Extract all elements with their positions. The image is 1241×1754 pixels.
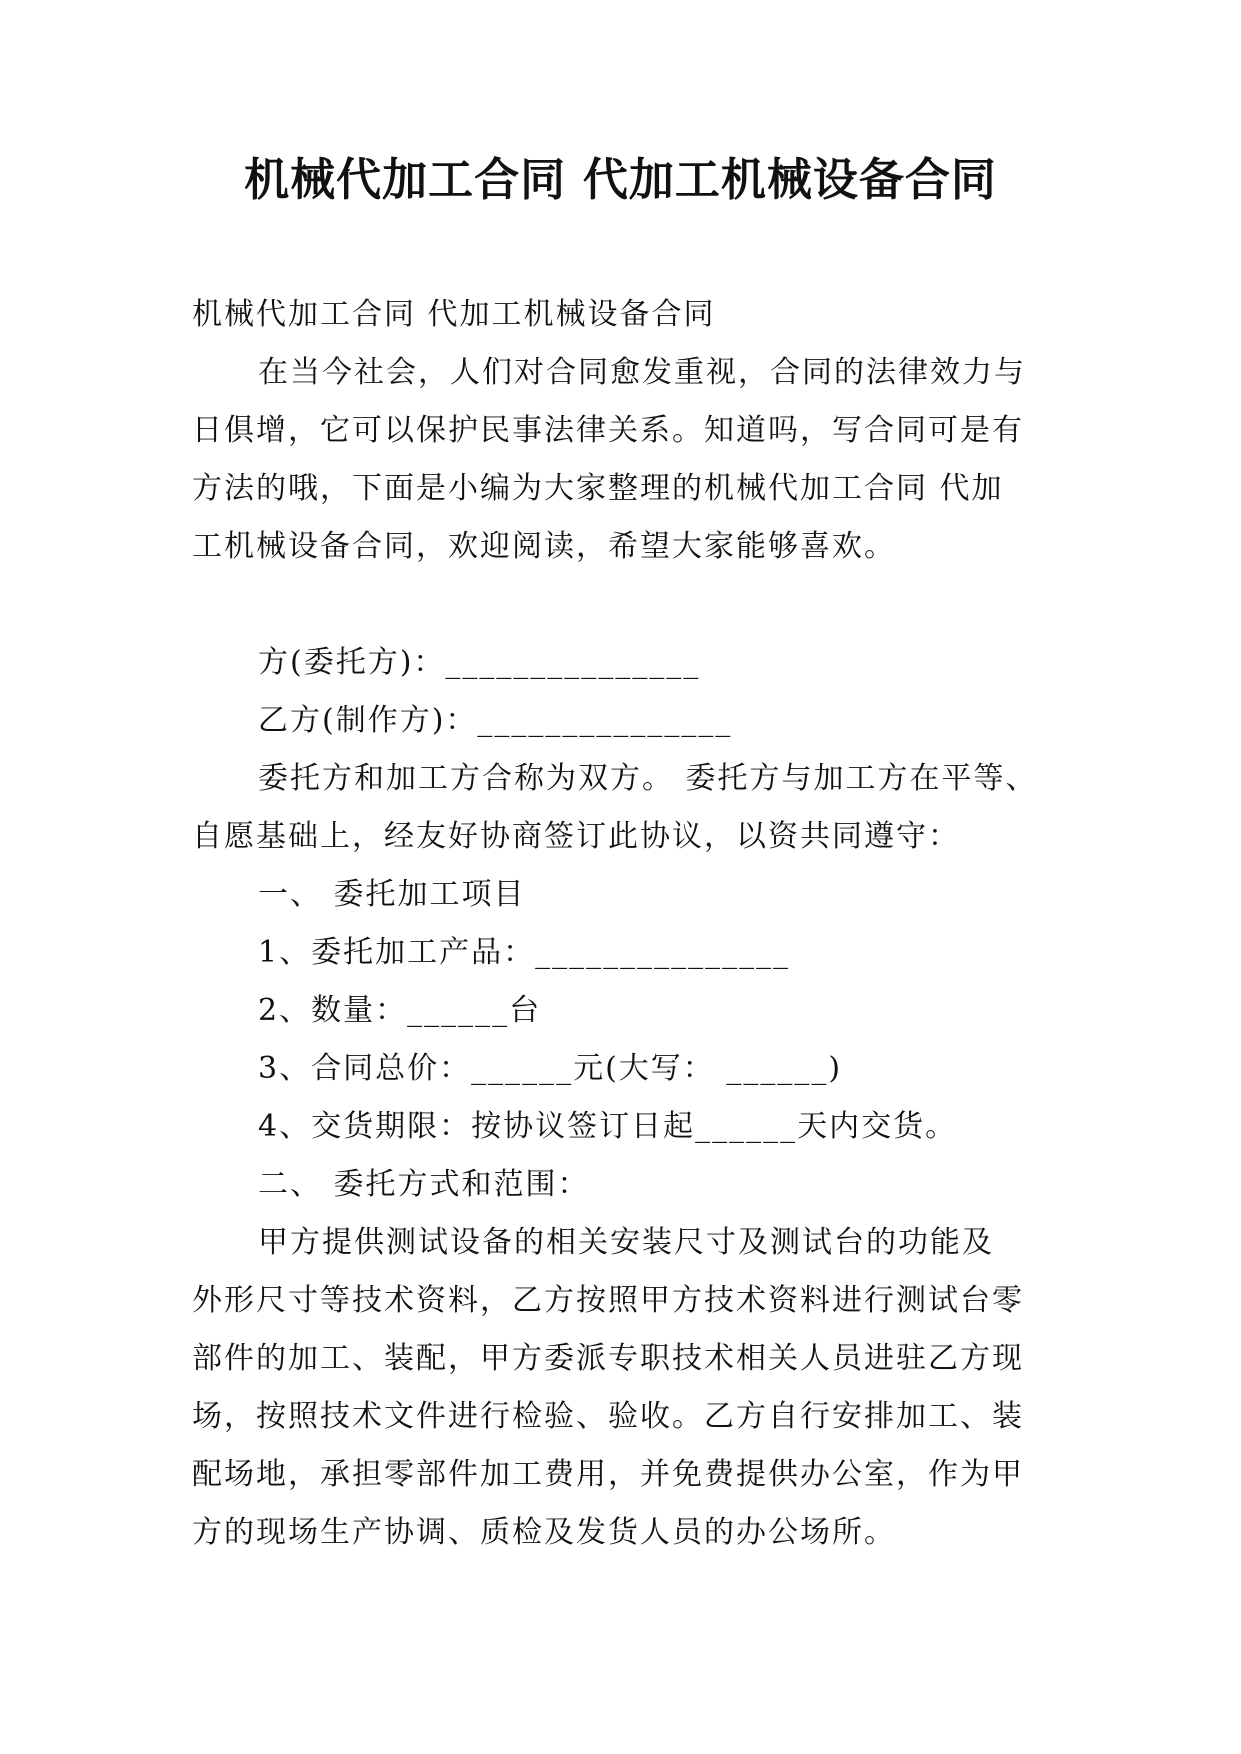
section-2-line: 外形尺寸等技术资料，乙方按照甲方技术资料进行测试台零 xyxy=(192,1283,1024,1318)
party-b-line: 乙方(制作方)：_______________ xyxy=(258,703,733,738)
section-2-heading: 二、 委托方式和范围： xyxy=(258,1167,590,1202)
item-product: 1、委托加工产品：_______________ xyxy=(258,935,791,970)
intro-line: 在当今社会，人们对合同愈发重视，合同的法律效力与 xyxy=(258,355,1026,390)
agreement-line: 委托方和加工方合称为双方。 委托方与加工方在平等、 xyxy=(258,761,1038,796)
intro-line: 日俱增，它可以保护民事法律关系。知道吗，写合同可是有 xyxy=(192,413,1024,448)
item-delivery-deadline: 4、交货期限：按协议签订日起______天内交货。 xyxy=(258,1109,958,1144)
document-body xyxy=(192,286,1062,1562)
intro-line: 工机械设备合同，欢迎阅读，希望大家能够喜欢。 xyxy=(192,529,896,564)
document-subtitle: 机械代加工合同 代加工机械设备合同 xyxy=(192,297,716,332)
blank-spacer xyxy=(192,576,1062,634)
section-2-line: 部件的加工、装配，甲方委派专职技术相关人员进驻乙方现 xyxy=(192,1341,1024,1376)
section-2-line: 配场地，承担零部件加工费用，并免费提供办公室，作为甲 xyxy=(192,1457,1024,1492)
section-1-heading: 一、 委托加工项目 xyxy=(258,877,526,912)
section-2-line: 甲方提供测试设备的相关安装尺寸及测试台的功能及 xyxy=(258,1225,994,1260)
document-title: 机械代加工合同 代加工机械设备合同 xyxy=(244,153,997,206)
intro-line: 方法的哦，下面是小编为大家整理的机械代加工合同 代加 xyxy=(192,471,1004,506)
intro-paragraph xyxy=(192,344,1062,576)
agreement-line: 自愿基础上，经友好协商签订此协议，以资共同遵守： xyxy=(192,819,960,854)
party-a-line: 方(委托方)：_______________ xyxy=(258,645,701,680)
item-quantity: 2、数量：______台 xyxy=(258,993,542,1028)
item-total-price: 3、合同总价：______元(大写： ______) xyxy=(258,1051,843,1086)
agreement-paragraph xyxy=(192,750,1062,866)
section-2-line: 方的现场生产协调、质检及发货人员的办公场所。 xyxy=(192,1515,896,1550)
section-2-line: 场，按照技术文件进行检验、验收。乙方自行安排加工、装 xyxy=(192,1399,1024,1434)
section-2-paragraph xyxy=(192,1214,1062,1562)
